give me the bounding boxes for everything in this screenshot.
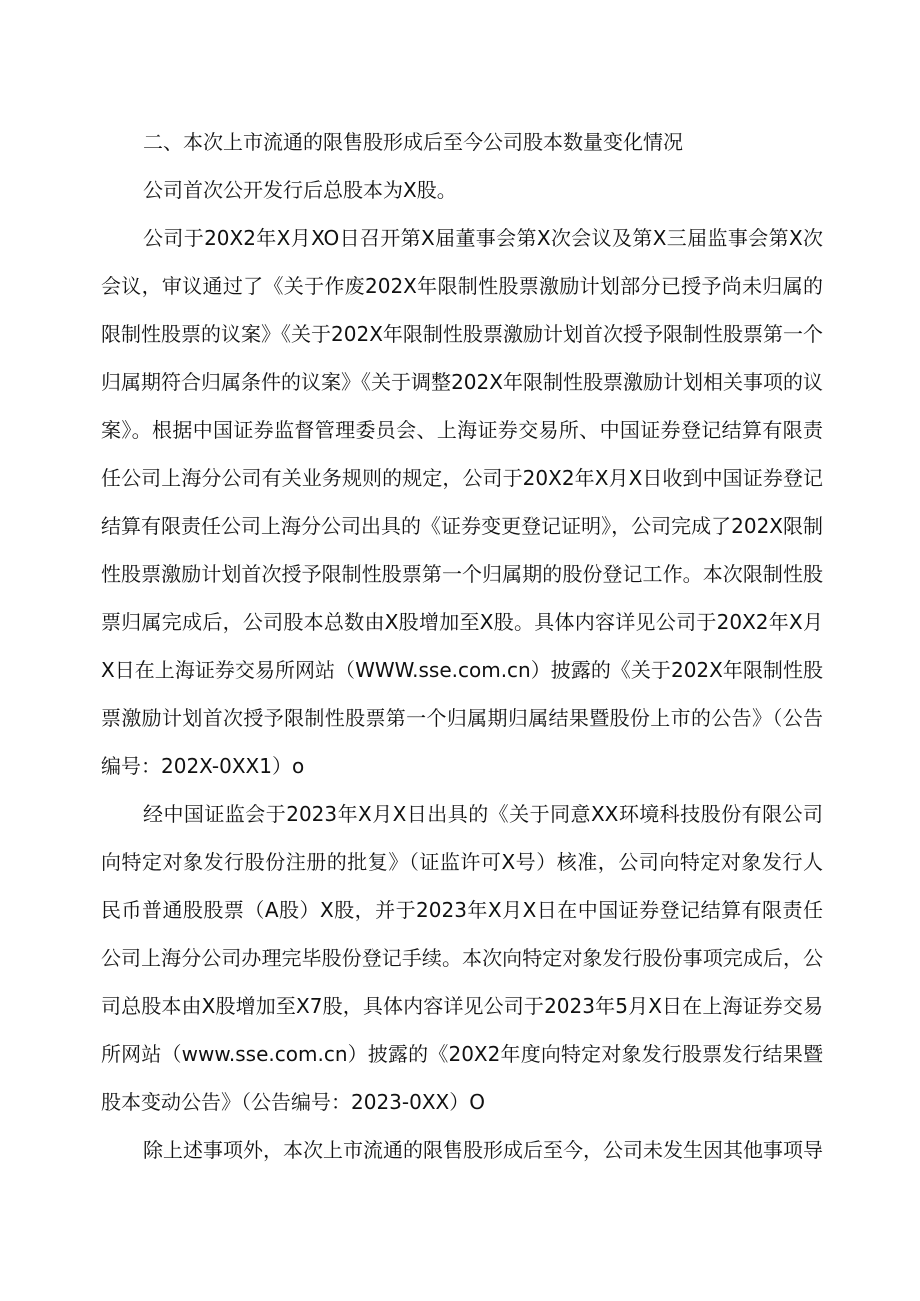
paragraph-other-matters: 除上述事项外，本次上市流通的限售股形成后至今，公司未发生因其他事项导 [143,1138,823,1162]
paragraph-total-shares: 公司首次公开发行后总股本为X股。 [143,178,457,202]
section-heading: 二、本次上市流通的限售股形成后至今公司股本数量变化情况 [143,130,683,154]
paragraph-private-placement: 经中国证监会于2023年X月X日出具的《关于同意XX环境科技股份有限公司向特定对象发行股份注册的批复》（证监许可X号）核准，公司向特定对象发行人民币普通股股票（A股）X股，并于2023年X月X日在中国证券登记结算有限责任公司上海分公司办理完毕股份登记手续。本次向特定对象发行股份事项完成后，公司总股本由X股增加至X7股，具体内容详见公司于2023年5月X日在上海证券交易所网站（www.sse.com.cn）披露的《20X2年度向特定对象发行股票发行结果暨股本变动公告》（公告编号：2023-0XX）O [101,802,823,1114]
document-page [101,118,823,1174]
paragraph-equity-incentive: 公司于20X2年X月XO日召开第X届董事会第X次会议及第X三届监事会第X次会议，审议通过了《关于作废202X年限制性股票激励计划部分已授予尚未归属的限制性股票的议案》《关于202X年限制性股票激励计划首次授予限制性股票第一个归属期符合归属条件的议案》《关于调整202X年限制性股票激励计划相关事项的议案》。根据中国证券监督管理委员会、上海证券交易所、中国证券登记结算有限责任公司上海分公司有关业务规则的规定，公司于20X2年X月X日收到中国证券登记结算有限责任公司上海分公司出具的《证券变更登记证明》，公司完成了202X限制性股票激励计划首次授予限制性股票第一个归属期的股份登记工作。本次限制性股票归属完成后，公司股本总数由X股增加至X股。具体内容详见公司于20X2年X月X日在上海证券交易所网站（WWW.sse.com.cn）披露的《关于202X年限制性股票激励计划首次授予限制性股票第一个归属期归属结果暨股份上市的公告》（公告编号：202X-0XX1）o [101,226,823,778]
